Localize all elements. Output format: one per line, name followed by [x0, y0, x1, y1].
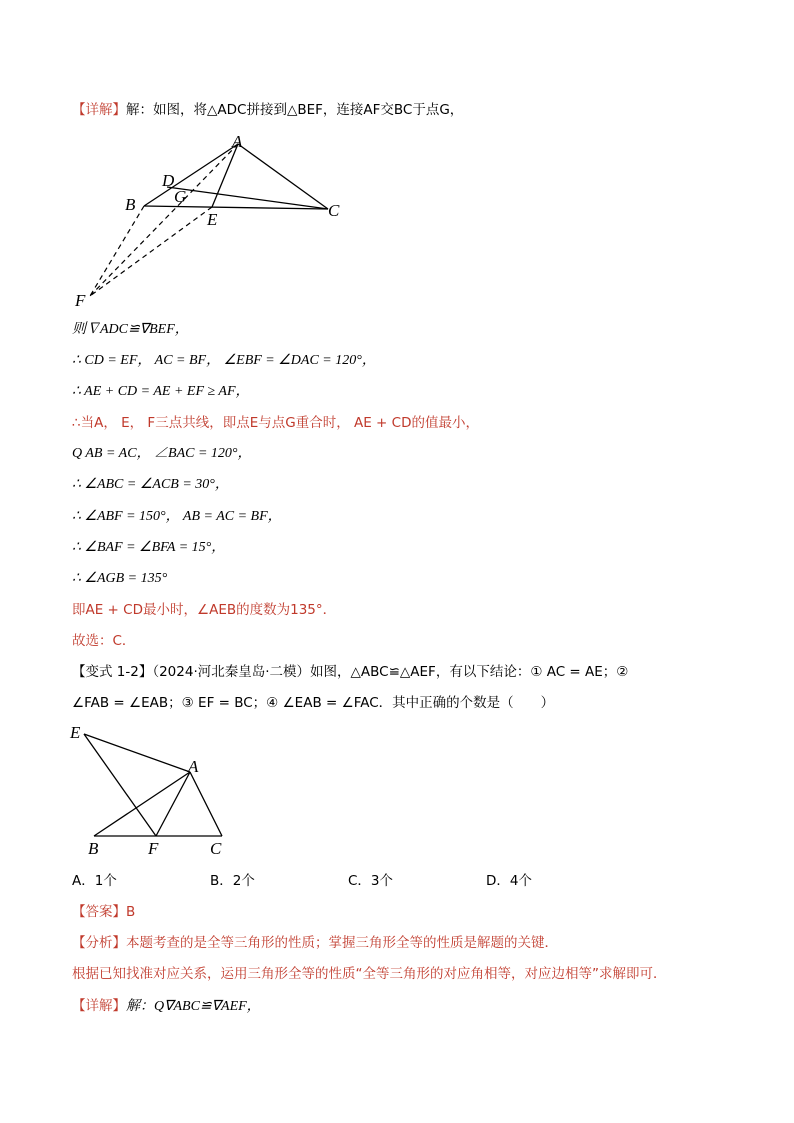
detail-tag: 【详解】	[72, 102, 126, 118]
step-4: ∴当A， E， F三点共线，即点E与点G重合时， AE + CD的值最小，	[72, 415, 479, 431]
label-F: F	[75, 291, 86, 310]
detail-text: 解：如图，将△ADC拼接到△BEF，连接AF交BC于点G，	[126, 102, 464, 118]
detail-intro	[72, 101, 463, 119]
step-3: ∴ AE + CD = AE + EF ≥ AF，	[72, 384, 250, 399]
geometry-figure-1	[70, 130, 360, 310]
step-8: ∴ ∠BAF = ∠BFA = 15°，	[72, 540, 226, 555]
label-C: C	[210, 839, 222, 858]
option-d: D．4个	[486, 873, 532, 889]
option-b: B．2个	[210, 873, 255, 889]
label-B: B	[88, 839, 99, 858]
answer	[72, 903, 135, 921]
label-E: E	[207, 210, 218, 229]
analysis-line-2: 根据已知找准对应关系，运用三角形全等的性质“全等三角形的对应角相等，对应边相等”求解即可．	[72, 966, 667, 982]
label-A: A	[232, 132, 243, 151]
variant-question-line-1: 【变式 1-2】（2024·河北秦皇岛·二模）如图，△ABC≌△AEF，有以下结论：① AC = AE；②	[72, 664, 629, 680]
detail-2	[72, 997, 261, 1016]
step-5: Q AB = AC， ∠BAC = 120°，	[72, 446, 252, 461]
detail-2-tag: 【详解】	[72, 998, 126, 1014]
variant-question-line-2: ∠FAB = ∠EAB；③ EF = BC；④ ∠EAB = ∠FAC．其中正确的个数是（ ）	[72, 695, 555, 711]
step-2: ∴ CD = EF， AC = BF， ∠EBF = ∠DAC = 120°，	[72, 353, 376, 368]
label-B: B	[125, 195, 136, 214]
label-G: G	[174, 187, 187, 206]
analysis-tag: 【分析】	[72, 935, 126, 951]
detail-2-text: 解：Q∇ABC≌∇AEF，	[126, 999, 261, 1014]
answer-tag: 【答案】	[72, 904, 126, 920]
step-9: ∴ ∠AGB = 135°	[72, 571, 168, 586]
analysis	[72, 934, 558, 952]
option-c: C．3个	[348, 873, 394, 889]
label-F: F	[148, 839, 159, 858]
step-7: ∴ ∠ABF = 150°， AB = AC = BF，	[72, 509, 282, 524]
step-1: 则∇ADC≌∇BEF，	[72, 322, 189, 337]
analysis-text: 本题考查的是全等三角形的性质；掌握三角形全等的性质是解题的关键．	[126, 935, 558, 951]
choice: 故选：C．	[72, 633, 136, 649]
label-A: A	[188, 757, 199, 776]
option-a: A．1个	[72, 873, 117, 889]
label-D: D	[162, 171, 175, 190]
geometry-figure-2	[66, 722, 236, 862]
answer-value: B	[126, 904, 136, 920]
step-6: ∴ ∠ABC = ∠ACB = 30°，	[72, 477, 229, 492]
label-E: E	[70, 723, 81, 742]
label-C: C	[328, 201, 340, 220]
conclusion: 即AE + CD最小时，∠AEB的度数为135°．	[72, 602, 337, 618]
